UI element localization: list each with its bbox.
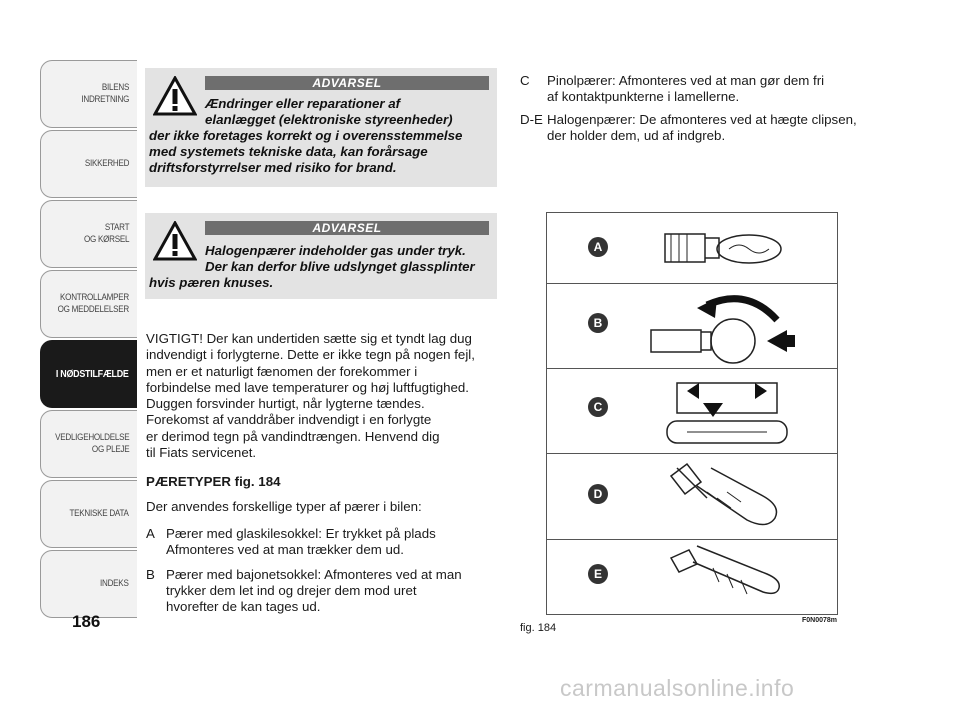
paragraph-line: VIGTIGT! Der kan undertiden sætte sig et tyndt lag dug [146,331,472,346]
warning-line: elanlægget (elektroniske styreenheder) [205,112,453,127]
warning-line: der ikke foretages korrekt og i overensstemmelse [149,128,463,143]
warning-line: Der kan derfor blive udslynget glassplinter [205,259,475,274]
item-label: D-E [520,112,543,127]
intro-text: Der anvendes forskellige typer af pærer i bilen: [146,499,422,514]
tab-indeks[interactable] [40,550,137,618]
tab-label: SIKKERHED [84,158,129,169]
watermark: carmanualsonline.info [560,675,795,701]
wedge-bulb-icon [657,219,792,279]
warning-line: Halogenpærer indeholder gas under tryk. [205,243,466,258]
figure-caption: fig. 184 [520,622,557,634]
figure-code: F0N0078m [802,617,838,624]
warning-triangle-icon [153,221,197,261]
item-line: Pinolpærer: Afmonteres ved at man gør dem fri [547,73,825,88]
paragraph-line: men er et naturligt fænomen der forekommer i [146,363,418,379]
bulb-types-figure [546,212,838,615]
item-line: Halogenpærer: De afmonteres ved at hægte clipsen, [547,112,857,127]
section-heading: PÆRETYPER fig. 184 [146,474,281,489]
tab-start-og-korsel[interactable] [40,200,137,268]
item-line: Afmonteres ved at man trækker dem ud. [166,542,404,557]
paragraph-line: til Fiats servicenet. [146,445,257,461]
figure-row-b [547,284,837,369]
list-item-d-e [520,112,940,146]
bayonet-bulb-icon [647,290,797,365]
tab-i-nodstilfaelde[interactable] [40,340,137,408]
item-line: hvorefter de kan tages ud. [166,599,321,614]
item-label: B [146,567,155,582]
warning-box-electrical [145,68,497,187]
figure-row-c [547,369,837,454]
tab-label: TEKNISKE DATA [69,508,129,519]
badge-c: C [588,397,608,417]
item-line: trykker dem let ind og drejer dem mod uret [166,583,417,598]
figure-row-a [547,213,837,284]
badge-e: E [588,564,608,584]
warning-line: med systemets tekniske data, kan forårsage [149,144,428,159]
item-line: Pærer med glaskilesokkel: Er trykket på plads [166,526,436,541]
h4-halogen-bulb-icon [657,458,797,536]
warning-title: ADVARSEL [205,221,489,235]
important-paragraph [146,331,506,461]
paragraph-line: Duggen forsvinder hurtigt, når lygterne tændes. [146,396,425,412]
tab-label: START OG KØRSEL [83,222,129,245]
item-line: af kontaktpunkterne i lamellerne. [547,89,740,104]
warning-line: driftsforstyrrelser med risiko for brand. [149,160,397,175]
badge-a: A [588,237,608,257]
badge-b: B [588,313,608,333]
tab-label: INDEKS [100,578,129,589]
tab-label: VEDLIGEHOLDELSE OG PLEJE [54,432,129,455]
warning-title: ADVARSEL [205,76,489,90]
item-label: C [520,73,530,88]
badge-d: D [588,484,608,504]
chapter-tabs [40,60,137,620]
tab-tekniske-data[interactable] [40,480,137,548]
warning-line: Ændringer eller reparationer af [205,96,401,111]
festoon-bulb-icon [657,373,797,451]
warning-triangle-icon [153,76,197,116]
item-line: Pærer med bajonetsokkel: Afmonteres ved at man [166,567,462,582]
tab-bilens-indretning[interactable] [40,60,137,128]
list-item-a [146,526,506,560]
warning-box-halogen [145,213,497,299]
list-item-c [520,73,920,107]
item-label: A [146,526,155,541]
paragraph-line: indvendigt i forlygterne. Dette er ikke tegn på nogen fejl, [146,347,475,363]
tab-label: I NØDSTILFÆLDE [56,368,129,380]
figure-row-d [547,454,837,540]
tab-label: BILENS INDRETNING [81,82,129,105]
tab-label: KONTROLLAMPER OG MEDDELELSER [57,292,129,315]
tab-vedligeholdelse[interactable] [40,410,137,478]
page-number: 186 [72,612,101,631]
warning-line: hvis pæren knuses. [149,275,274,290]
item-line: der holder dem, ud af indgreb. [547,128,726,143]
h7-halogen-bulb-icon [657,544,797,610]
tab-sikkerhed[interactable] [40,130,137,198]
paragraph-line: Forekomst af vanddråber indvendigt i en forlygte [146,412,432,428]
paragraph-line: er derimod tegn på vandindtrængen. Henvend dig [146,428,440,444]
tab-kontrollamper[interactable] [40,270,137,338]
figure-row-e [547,540,837,614]
list-item-b [146,567,506,617]
paragraph-line: forbindelse med lave temperaturer og høj luftfugtighed. [146,379,470,395]
